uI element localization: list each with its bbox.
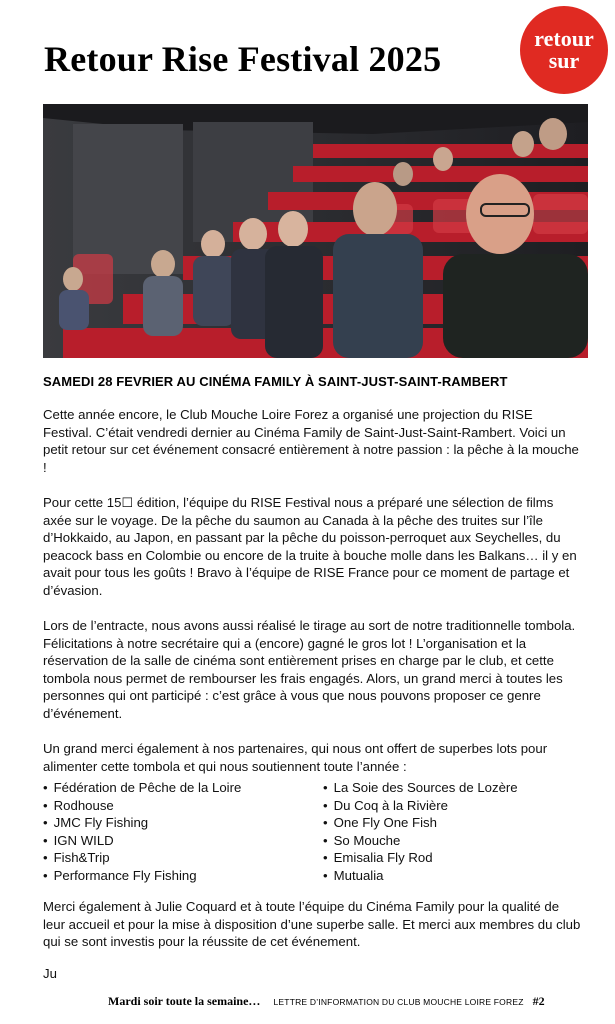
- paragraph-thanks: Merci également à Julie Coquard et à toute l’équipe du Cinéma Family pour la qualité de leur accueil et pour la mise à disposition d’une superbe salle. Et merci aux membres du club qui se sont investis pour la réussite de cet événement.: [43, 899, 581, 949]
- partners-column-left: [43, 779, 323, 884]
- partners-column-right: [323, 779, 518, 884]
- list-item: • JMC Fly Fishing: [43, 814, 323, 832]
- list-item: • So Mouche: [323, 832, 518, 850]
- signature: Ju: [43, 966, 57, 981]
- footer-tagline: Mardi soir toute la semaine…: [108, 994, 261, 1008]
- retour-sur-badge: [520, 6, 608, 94]
- footer-newsletter-name: LETTRE D’INFORMATION DU CLUB MOUCHE LOIRE FOREZ: [273, 997, 524, 1007]
- paragraph-tombola: Lors de l’entracte, nous avons aussi réalisé le tirage au sort de notre traditionnelle tombola. Félicitations à notre secrétaire qui a (encore) gagné le gros lot ! L’organisation et la réservation de la salle de cinéma sont entièrement prises en charge par le club, et cette tombola nous permet de rembourser les frais engagés. Alors, un grand merci à toutes les personnes qui ont participé : c’est grâce à vous que nous pouvons proposer ce genre d’événement.: [43, 618, 576, 721]
- list-item: • Emisalia Fly Rod: [323, 849, 518, 867]
- paragraph-partners-intro: Un grand merci également à nos partenaires, qui nous ont offert de superbes lots pour alimenter cette tombola et qui nous soutiennent toute l’année :: [43, 741, 548, 774]
- article-subheading: SAMEDI 28 FEVRIER AU CINÉMA FAMILY À SAINT-JUST-SAINT-RAMBERT: [43, 374, 508, 389]
- cinema-audience-photo: [43, 104, 588, 358]
- partners-list: [43, 779, 583, 884]
- list-item: • La Soie des Sources de Lozère: [323, 779, 518, 797]
- badge-line1: retour: [534, 26, 594, 51]
- list-item: • Mutualia: [323, 867, 518, 885]
- page-title: Retour Rise Festival 2025: [44, 39, 442, 79]
- paragraph-intro: Cette année encore, le Club Mouche Loire Forez a organisé une projection du RISE Festival. C’était vendredi dernier au Cinéma Family de Saint-Just-Saint-Rambert. Voici un petit retour sur cet événement consacré entièrement à notre passion : la pêche à la mouche !: [43, 407, 579, 475]
- page-footer: [108, 994, 545, 1009]
- page-number: #2: [532, 994, 545, 1008]
- list-item: • IGN WILD: [43, 832, 323, 850]
- photo-illustration: [43, 104, 588, 358]
- list-item: • Du Coq à la Rivière: [323, 797, 518, 815]
- list-item: • Performance Fly Fishing: [43, 867, 323, 885]
- list-item: • Fédération de Pêche de la Loire: [43, 779, 323, 797]
- list-item: • One Fly One Fish: [323, 814, 518, 832]
- list-item: • Rodhouse: [43, 797, 323, 815]
- badge-line2: sur: [548, 48, 580, 73]
- paragraph-films: Pour cette 15☐ édition, l’équipe du RISE Festival nous a préparé une sélection de films axée sur le voyage. De la pêche du saumon au Canada à la pêche des truites sur l’île d’Hokkaido, au Japon, en passant par la pêche du poisson-perroquet aux Seychelles, du peacock bass en Colombie ou encore de la truite à bouche molle dans les Balkans… il y en avait pour tous les goûts ! Bravo à l’équipe de RISE France pour ce moment de partage et d’évasion.: [43, 495, 577, 598]
- list-item: • Fish&Trip: [43, 849, 323, 867]
